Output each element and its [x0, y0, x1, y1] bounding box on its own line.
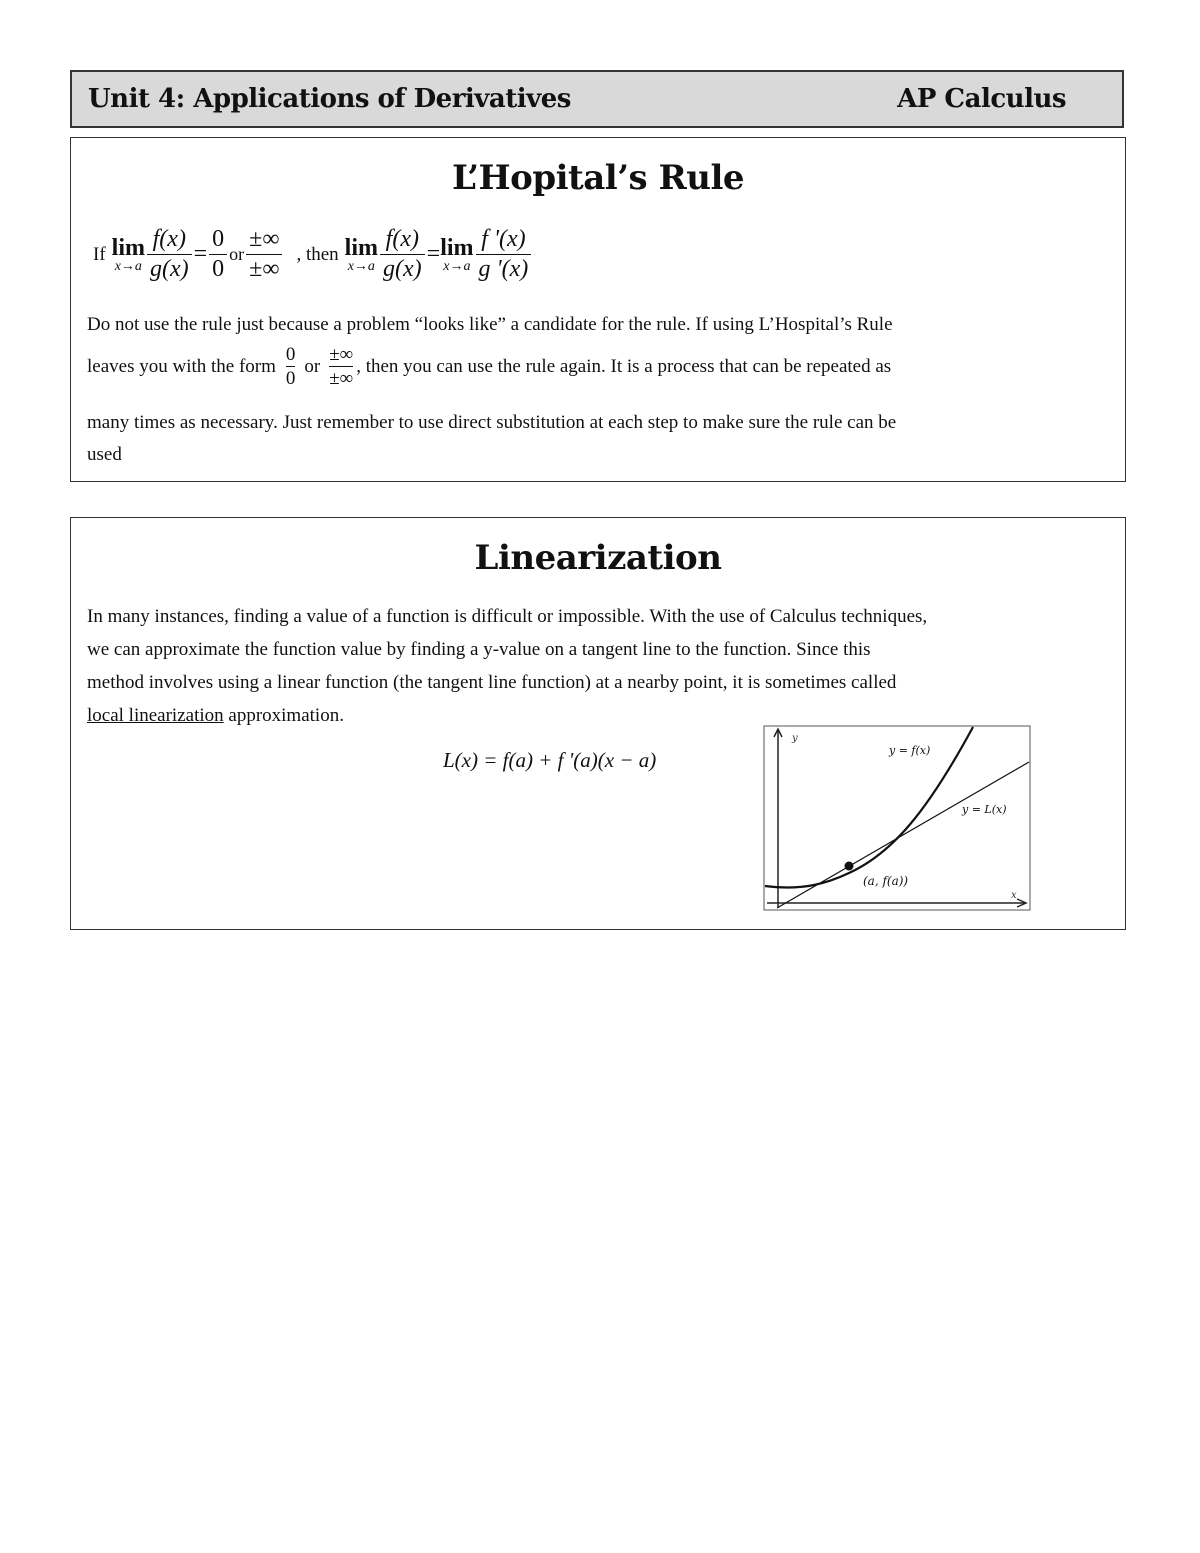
lhopital-para-line-4: used	[87, 444, 122, 465]
point-label: (a, f(a))	[863, 874, 909, 888]
linearization-graph	[763, 725, 1031, 911]
line2-or: or	[304, 356, 321, 377]
equals-sign: =	[193, 241, 208, 267]
inf-over-inf-inline	[329, 344, 353, 390]
numerator: f(x)	[385, 226, 419, 252]
page-header	[70, 70, 1124, 128]
denominator: g(x)	[380, 254, 425, 283]
numerator: ±∞	[249, 226, 280, 252]
numerator: f(x)	[152, 226, 186, 252]
x-axis-label: x	[1011, 890, 1017, 901]
derivative-ratio-fraction	[476, 226, 532, 283]
lhopital-para-line-1: Do not use the rule just because a problem “looks like” a candidate for the rule. If using L’Hospital’s Rule	[87, 314, 893, 335]
zero-over-zero-inline	[286, 344, 296, 390]
ratio-fraction	[380, 226, 425, 283]
numerator: ±∞	[329, 344, 354, 365]
then-word: , then	[296, 243, 339, 265]
lim-subscript: x→a	[347, 258, 375, 274]
zero-over-zero	[209, 226, 227, 283]
limit-operator	[440, 236, 473, 274]
limit-operator	[112, 236, 145, 274]
lim-word: lim	[111, 234, 145, 261]
lhopital-title: L’Hopital’s Rule	[451, 158, 745, 198]
tangent-point	[845, 862, 854, 871]
lhopital-para-line-3: many times as necessary. Just remember to use direct substitution at each step to make sure the rule can be	[87, 412, 897, 433]
numerator: f '(x)	[481, 226, 526, 252]
equals-sign: =	[426, 241, 441, 267]
if-word: If	[93, 243, 106, 265]
linearization-title: Linearization	[474, 538, 722, 578]
lhopital-rule-formula	[87, 226, 533, 283]
y-axis-label: y	[792, 733, 798, 744]
or-word: or	[229, 244, 245, 264]
linearization-line-1: In many instances, finding a value of a function is difficult or impossible. With the use of Calculus techniques,	[87, 606, 928, 627]
denominator: ±∞	[329, 368, 354, 389]
linearization-line-2: we can approximate the function value by finding a y-value on a tangent line to the function. Since this	[87, 639, 871, 660]
lhopital-section	[70, 137, 1126, 482]
denominator: ±∞	[246, 254, 282, 283]
numerator: 0	[212, 226, 225, 252]
unit-title: Unit 4: Applications of Derivatives	[88, 84, 571, 114]
inf-over-inf	[246, 226, 282, 283]
ratio-fraction	[147, 226, 192, 283]
line2-pre: leaves you with the form	[87, 356, 276, 377]
lim-word: lim	[440, 234, 474, 261]
denominator: g '(x)	[476, 254, 532, 283]
denominator: g(x)	[147, 254, 192, 283]
lim-subscript: x→a	[443, 258, 471, 274]
tangent-label: y = L(x)	[962, 803, 1007, 816]
denominator: 0	[285, 368, 296, 389]
linearization-formula: L(x) = f(a) + f '(a)(x − a)	[443, 748, 657, 772]
lim-word: lim	[344, 234, 378, 261]
lhopital-para-line-2	[87, 344, 891, 390]
curve-label: y = f(x)	[889, 744, 931, 757]
lim-subscript: x→a	[114, 258, 142, 274]
denominator: 0	[209, 254, 227, 283]
line4-rest: approximation.	[223, 705, 344, 726]
line2-post: , then you can use the rule again. It is a process that can be repeated as	[356, 356, 892, 377]
course-title: AP Calculus	[897, 84, 1066, 114]
numerator: 0	[285, 344, 296, 365]
limit-operator	[345, 236, 378, 274]
local-linearization-term: local linearization	[87, 705, 224, 726]
linearization-section	[70, 517, 1126, 930]
linearization-line-4	[87, 705, 344, 727]
linearization-line-3: method involves using a linear function (the tangent line function) at a nearby point, it is sometimes called	[87, 672, 897, 693]
